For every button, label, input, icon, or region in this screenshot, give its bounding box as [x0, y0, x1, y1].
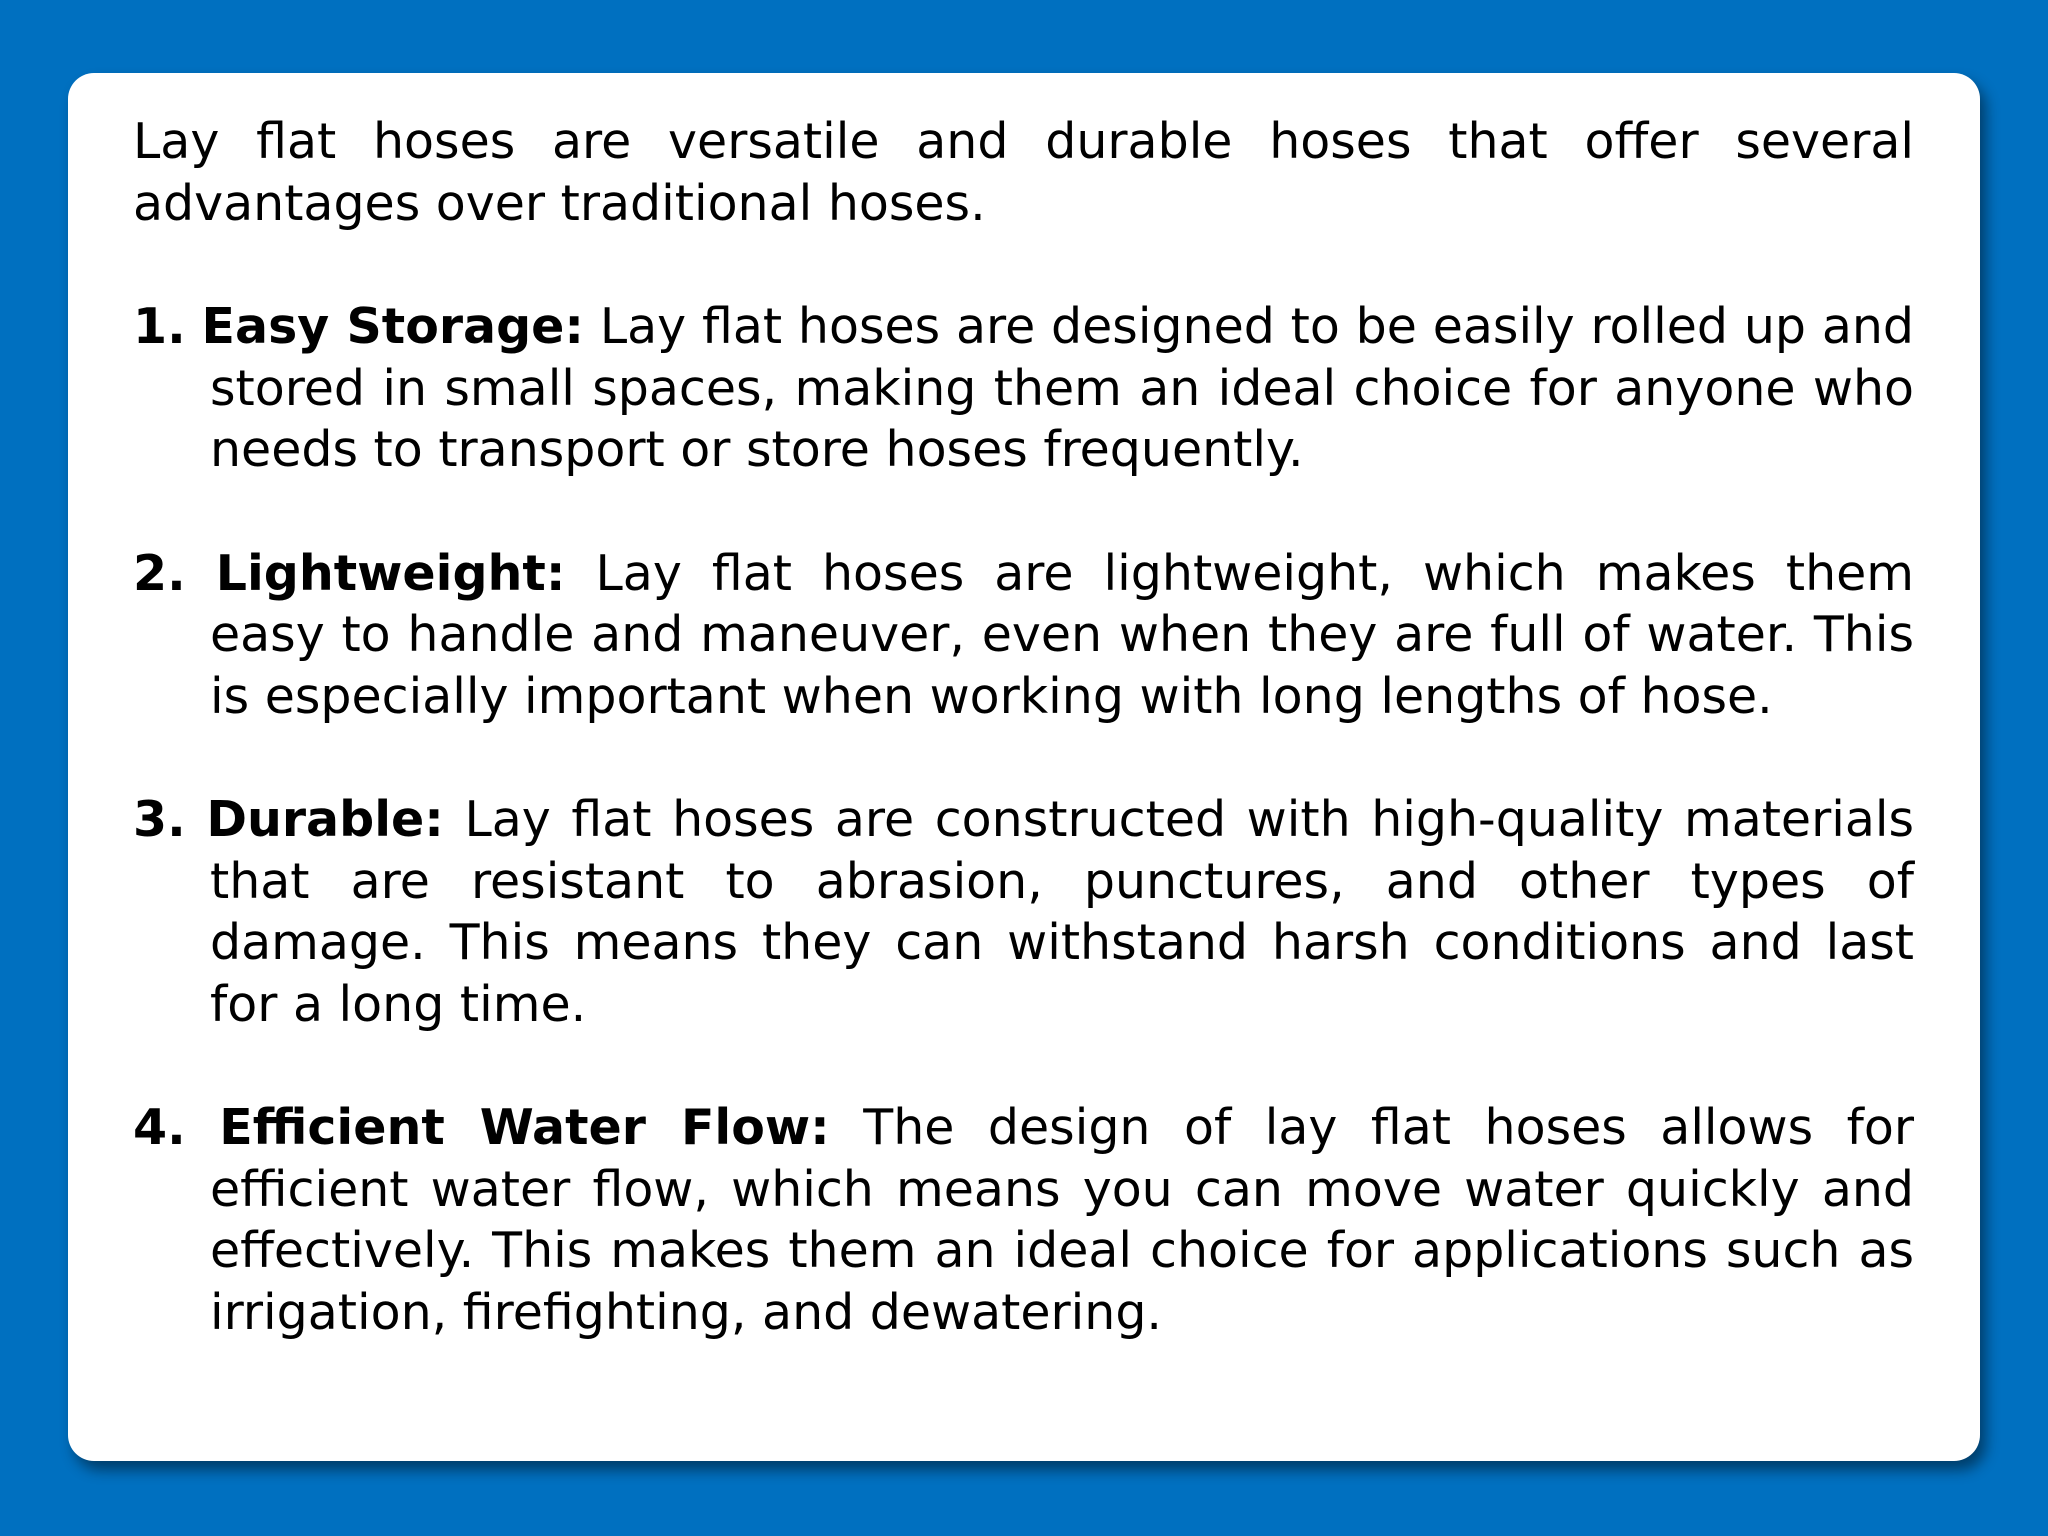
item-heading: Lightweight:: [215, 544, 566, 602]
item-heading: Durable:: [206, 791, 444, 848]
item-text: Lay flat hoses are lightweight, which makes them easy to handle and maneuver, even when they are full of water. This is especially important when working with long lengths of hose.: [210, 544, 1915, 725]
item-number: 3.: [133, 791, 186, 848]
item-number: 2.: [133, 544, 186, 602]
list-item: [133, 1097, 1914, 1343]
item-text: The design of lay flat hoses allows for efficient water flow, which means you can move water quickly and effectively. This makes them an ideal choice for applications such as irrigation, firefighting, and dewatering.: [210, 1099, 1915, 1341]
content-card: [68, 73, 1980, 1461]
item-number: 4.: [133, 1099, 186, 1156]
item-heading: Efficient Water Flow:: [219, 1099, 830, 1156]
advantages-list: [133, 296, 1914, 1343]
intro-paragraph: Lay flat hoses are versatile and durable hoses that offer several advantages over traditional hoses.: [133, 113, 1914, 232]
item-text: Lay flat hoses are constructed with high-quality materials that are resistant to abrasion, punctures, and other types of damage. This means they can withstand harsh conditions and last for a long time.: [210, 791, 1915, 1033]
list-item: [133, 789, 1914, 1035]
list-item: [133, 296, 1914, 481]
item-number: 1.: [133, 298, 186, 355]
item-heading: Easy Storage:: [201, 298, 585, 355]
list-item: [133, 543, 1914, 728]
item-text: Lay flat hoses are designed to be easily rolled up and stored in small spaces, making them an ideal choice for anyone who needs to transport or store hoses frequently.: [210, 298, 1915, 478]
